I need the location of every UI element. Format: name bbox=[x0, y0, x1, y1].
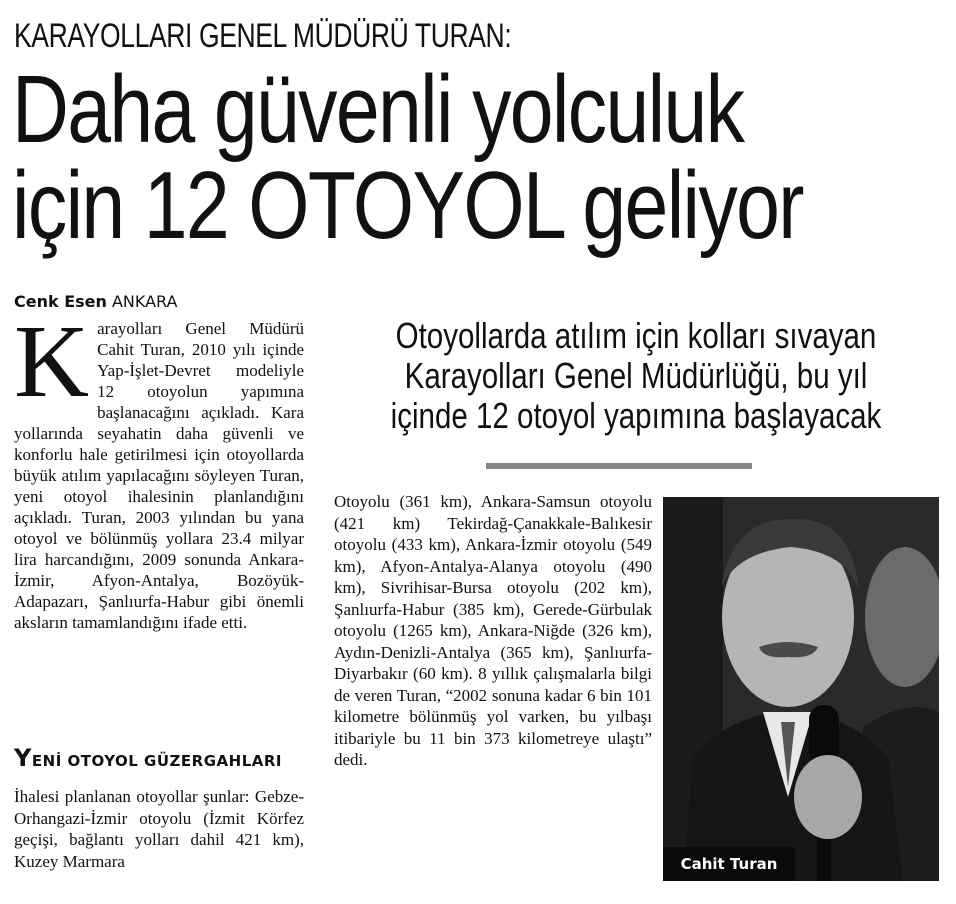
photo-caption: Cahit Turan bbox=[663, 847, 795, 881]
subheading bbox=[14, 745, 282, 774]
paragraph-3: Otoyolu (361 km), Ankara-Samsun otoyolu (421 km) Tekirdağ-Çanakkale-Balıkesir otoyolu (433 km), Ankara-İzmir otoyolu (549 km), Afyon-Antalya-Alanya otoyolu (490 km), Sivrihisar-Bursa otoyolu (202 km), Şanlıurfa-Habur (385 km), Gerede-Gürbulak otoyolu (1265 km), Ankara-Niğde (326 km), Aydın-Denizli-Antalya (365 km), Şanlıurfa-Diyarbakır (60 km). 8 yıllık çalışmalarla bilgi de veren Turan, “2002 sonuna kadar 6 bin 101 kilometre bölünmüş yol varken, bu yılbaşı itibariyle bu 11 bin 373 kilometreye ulaştı” dedi. bbox=[334, 492, 652, 769]
byline-author: Cenk Esen bbox=[14, 292, 107, 311]
spot-text bbox=[390, 316, 882, 436]
kicker: KARAYOLLARI GENEL MÜDÜRÜ TURAN: bbox=[14, 17, 512, 55]
spot-line-2: Karayolları Genel Müdürlüğü, bu yıl bbox=[404, 355, 868, 396]
byline-city: ANKARA bbox=[111, 292, 178, 311]
divider-rule bbox=[486, 463, 752, 469]
paragraph-2: İhalesi planlanan otoyollar şunlar: Gebze-Orhangazi-İzmir otoyolu (İzmit Körfez geçişi, bağlantı yolları dahil 421 km), Kuzey Marmara bbox=[14, 787, 304, 871]
spot-line-3: içinde 12 otoyol yapımına başlayacak bbox=[390, 395, 882, 436]
portrait-illustration bbox=[663, 497, 939, 881]
article-column-1 bbox=[14, 304, 304, 633]
portrait-photo bbox=[663, 497, 939, 881]
headline bbox=[12, 56, 803, 259]
subheading-initial: Y bbox=[14, 744, 32, 772]
paragraph-1: arayolları Genel Müdürü Cahit Turan, 2010 yılı içinde Yap-İşlet-Devret modeliyle 12 otoyolun yapımına başlanacağını açıkladı. Kara yollarında seyahatin daha güvenli ve konforlu hale getirilmesi için otoyollarda büyük atılım yapılacağını söyleyen Turan, yeni otoyol ihalesinin planlandığını açıkladı. Turan, 2003 yılından bu yana otoyol ve bölünmüş yollara 23.4 milyar lira harcandığını, 2009 sonunda Ankara-İzmir, Afyon-Antalya, Bozöyük-Adapazarı, Şanlıurfa-Habur gibi önemli aksların tamamlandığını ifade etti. bbox=[14, 319, 304, 632]
headline-line-2: için 12 OTOYOL geliyor bbox=[12, 152, 803, 259]
drop-cap: K bbox=[14, 304, 90, 419]
headline-line-1: Daha güvenli yolculuk bbox=[12, 56, 744, 163]
spot-line-1: Otoyollarda atılım için kolları sıvayan bbox=[395, 315, 877, 356]
subheading-text: ENİ OTOYOL GÜZERGAHLARI bbox=[31, 752, 282, 770]
